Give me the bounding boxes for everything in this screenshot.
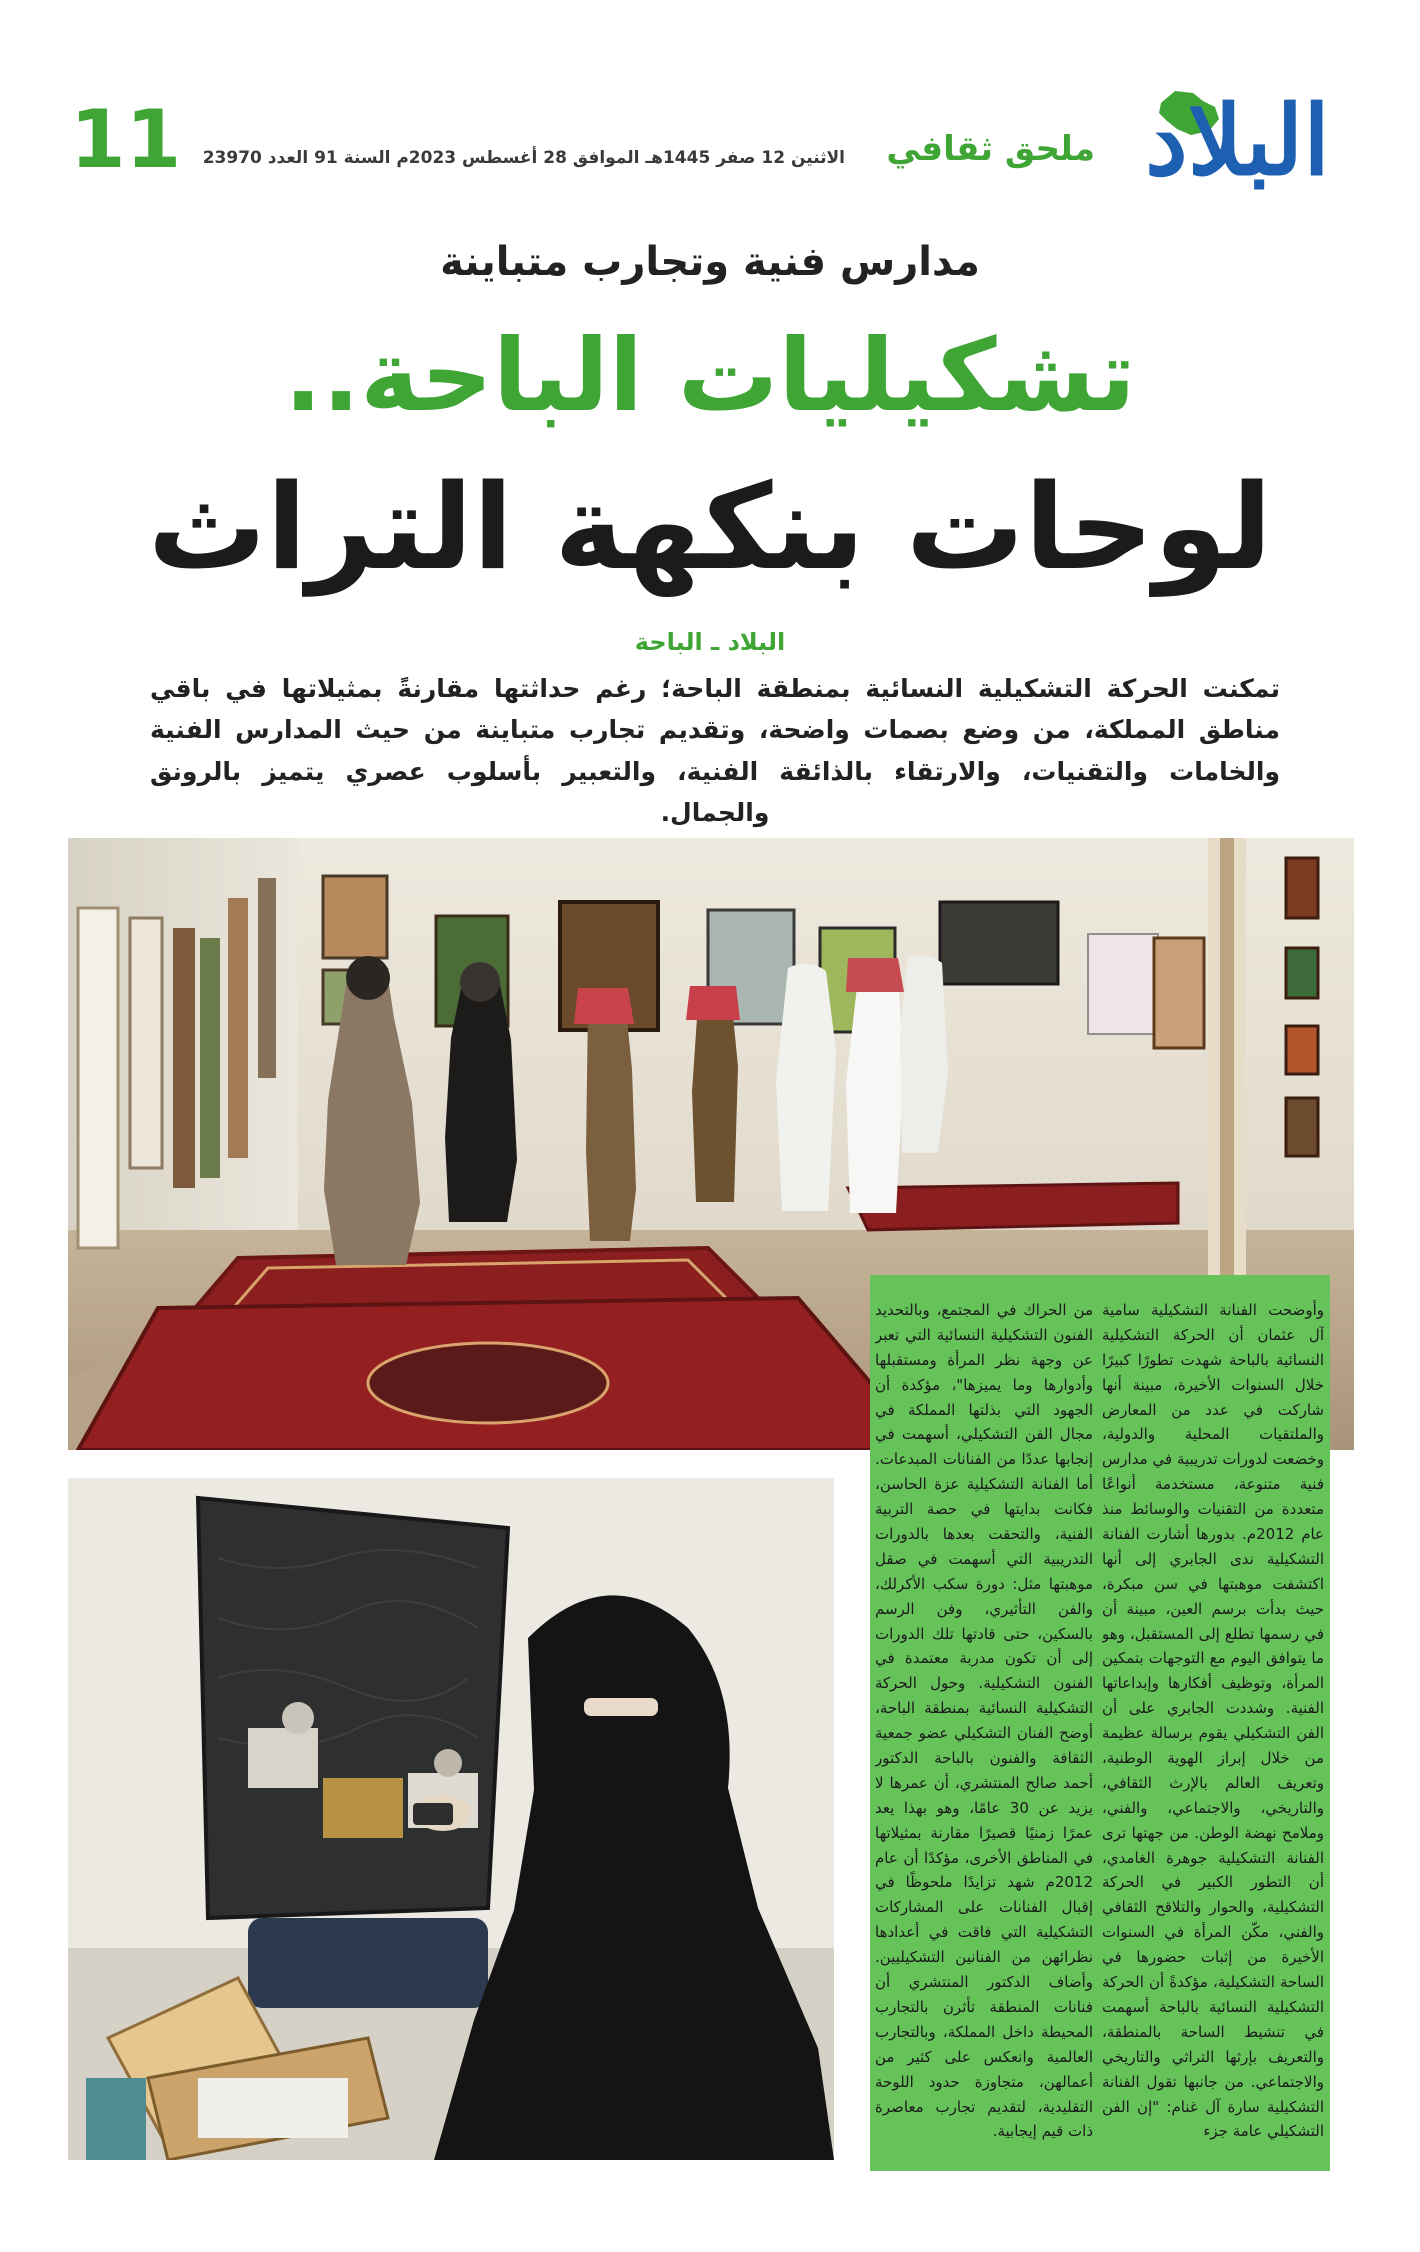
artist-photo [68,1478,834,2160]
supplement-label: ملحق ثقافي [886,129,1095,169]
headline-line-2: لوحات بنكهة التراث [147,458,1273,596]
article-lead: تمكنت الحركة التشكيلية النسائية بمنطقة الباحة؛ رغم حداثتها مقارنةً بمثيلاتها في باقي مناطق المملكة، من وضع بصمات واضحة، وتقديم تجارب متباينة من حيث المدارس الفنية والخامات والتقنيات، والارتقاء بالذائقة الفنية، والتعبير بأسلوب عصري يتميز بالرونق والجمال. [150,674,1280,827]
headline-line-1: تشكيليات الباحة.. [284,317,1136,434]
article-byline: البلاد ـ الباحة [634,628,786,656]
artist-illustration [68,1478,834,2160]
dateline: الاثنين 12 صفر 1445هـ الموافق 28 أغسطس 2023م السنة 91 العدد 23970 [202,148,845,168]
newspaper-logo [1115,85,1360,215]
article-column-middle: من الحراك في المجتمع، وبالتحديد الفنون التشكيلية النسائية التي تعبر عن وجهة نظر المرأة ومستقبلها وأدوارها وما يميزها"، مؤكدة أن الجهود التي بذلتها المملكة في مجال الفن التشكيلي، أسهمت في إنجابها عددًا من الفنانات المبدعات. أما الفنانة التشكيلية عزة الحاسن، فكانت بدايتها في حصة التربية الفنية، والتحقت بعدها بالدورات التدريبية التي أسهمت في صقل موهبتها مثل: دورة سكب الأكرلك، والفن التأثيري، وفن الرسم بالسكين، حتى قادتها تلك الدورات إلى أن تكون مدربة معتمدة في الفنون التشكيلية. وحول الحركة التشكيلية النسائية بمنطقة الباحة، أوضح الفنان التشكيلي عضو جمعية الثقافة والفنون بالباحة الدكتور أحمد صالح المنتشري، أن عمرها لا يزيد عن 30 عامًا، وهو بهذا يعد عمرًا زمنيًا قصيرًا مقارنة بمثيلاتها في المناطق الأخرى، مؤكدًا أن عام 2012م شهد تزايدًا ملحوظًا في إقبال الفنانات على المشاركات التشكيلية التي فاقت في أعدادها نظرائهن من الفنانين التشكيليين. وأضاف الدكتور المنتشري أن فنانات المنطقة تأثرن بالتجارب المحيطة داخل المملكة، وبالتجارب العالمية وانعكس على كثير من أعمالهن، متجاوزة حدود اللوحة التقليدية، لتقديم تجارب معاصرة ذات قيم إيجابية. [875,1301,1093,2141]
logo-wordmark: البلاد [1145,84,1330,197]
article-column-right: وأوضحت الفنانة التشكيلية سامية آل عثمان أن الحركة التشكيلية النسائية بالباحة شهدت تطورًا كبيرًا خلال السنوات الأخيرة، مبينة أنها شاركت في عدد من المعارض والملتقيات المحلية والدولية، وخضعت لدورات تدريبية في مدارس فنية متنوعة، مستخدمة أنواعًا متعددة من التقنيات والوسائط منذ عام 2012م. بدورها أشارت الفنانة التشكيلية ندى الجابري إلى أنها اكتشفت موهبتها في سن مبكرة، حيث بدأت برسم العين، مبينة أن في رسمها تطلع إلى المستقبل، وهو ما يتوافق اليوم مع التوجهات بتمكين المرأة، وتوظيف أفكارها وإبداعاتها الفنية. وشددت الجابري على أن الفن التشكيلي يقوم برسالة عظيمة من خلال إبراز الهوية الوطنية، وتعريف العالم بالإرث الثقافي، والتاريخي، والاجتماعي، والفني، وملامح نهضة الوطن. من جهتها ترى الفنانة التشكيلية جوهرة الغامدي، أن التطور الكبير في الحركة التشكيلية، والحوار والتلاقح الثقافي والفني، مكّن المرأة في السنوات الأخيرة من إثبات حضورها في الساحة التشكيلية، مؤكدةً أن الحركة التشكيلية النسائية بالباحة أسهمت في تنشيط الساحة بالمنطقة، والتعريف بإرثها التراثي والتاريخي والاجتماعي. من جانبها تقول الفنانة التشكيلية سارة آل غنام: "إن الفن التشكيلي عامة جزء [1102,1301,1324,2141]
article-kicker: مدارس فنية وتجارب متباينة [440,239,980,285]
page-number: 11 [70,93,182,186]
